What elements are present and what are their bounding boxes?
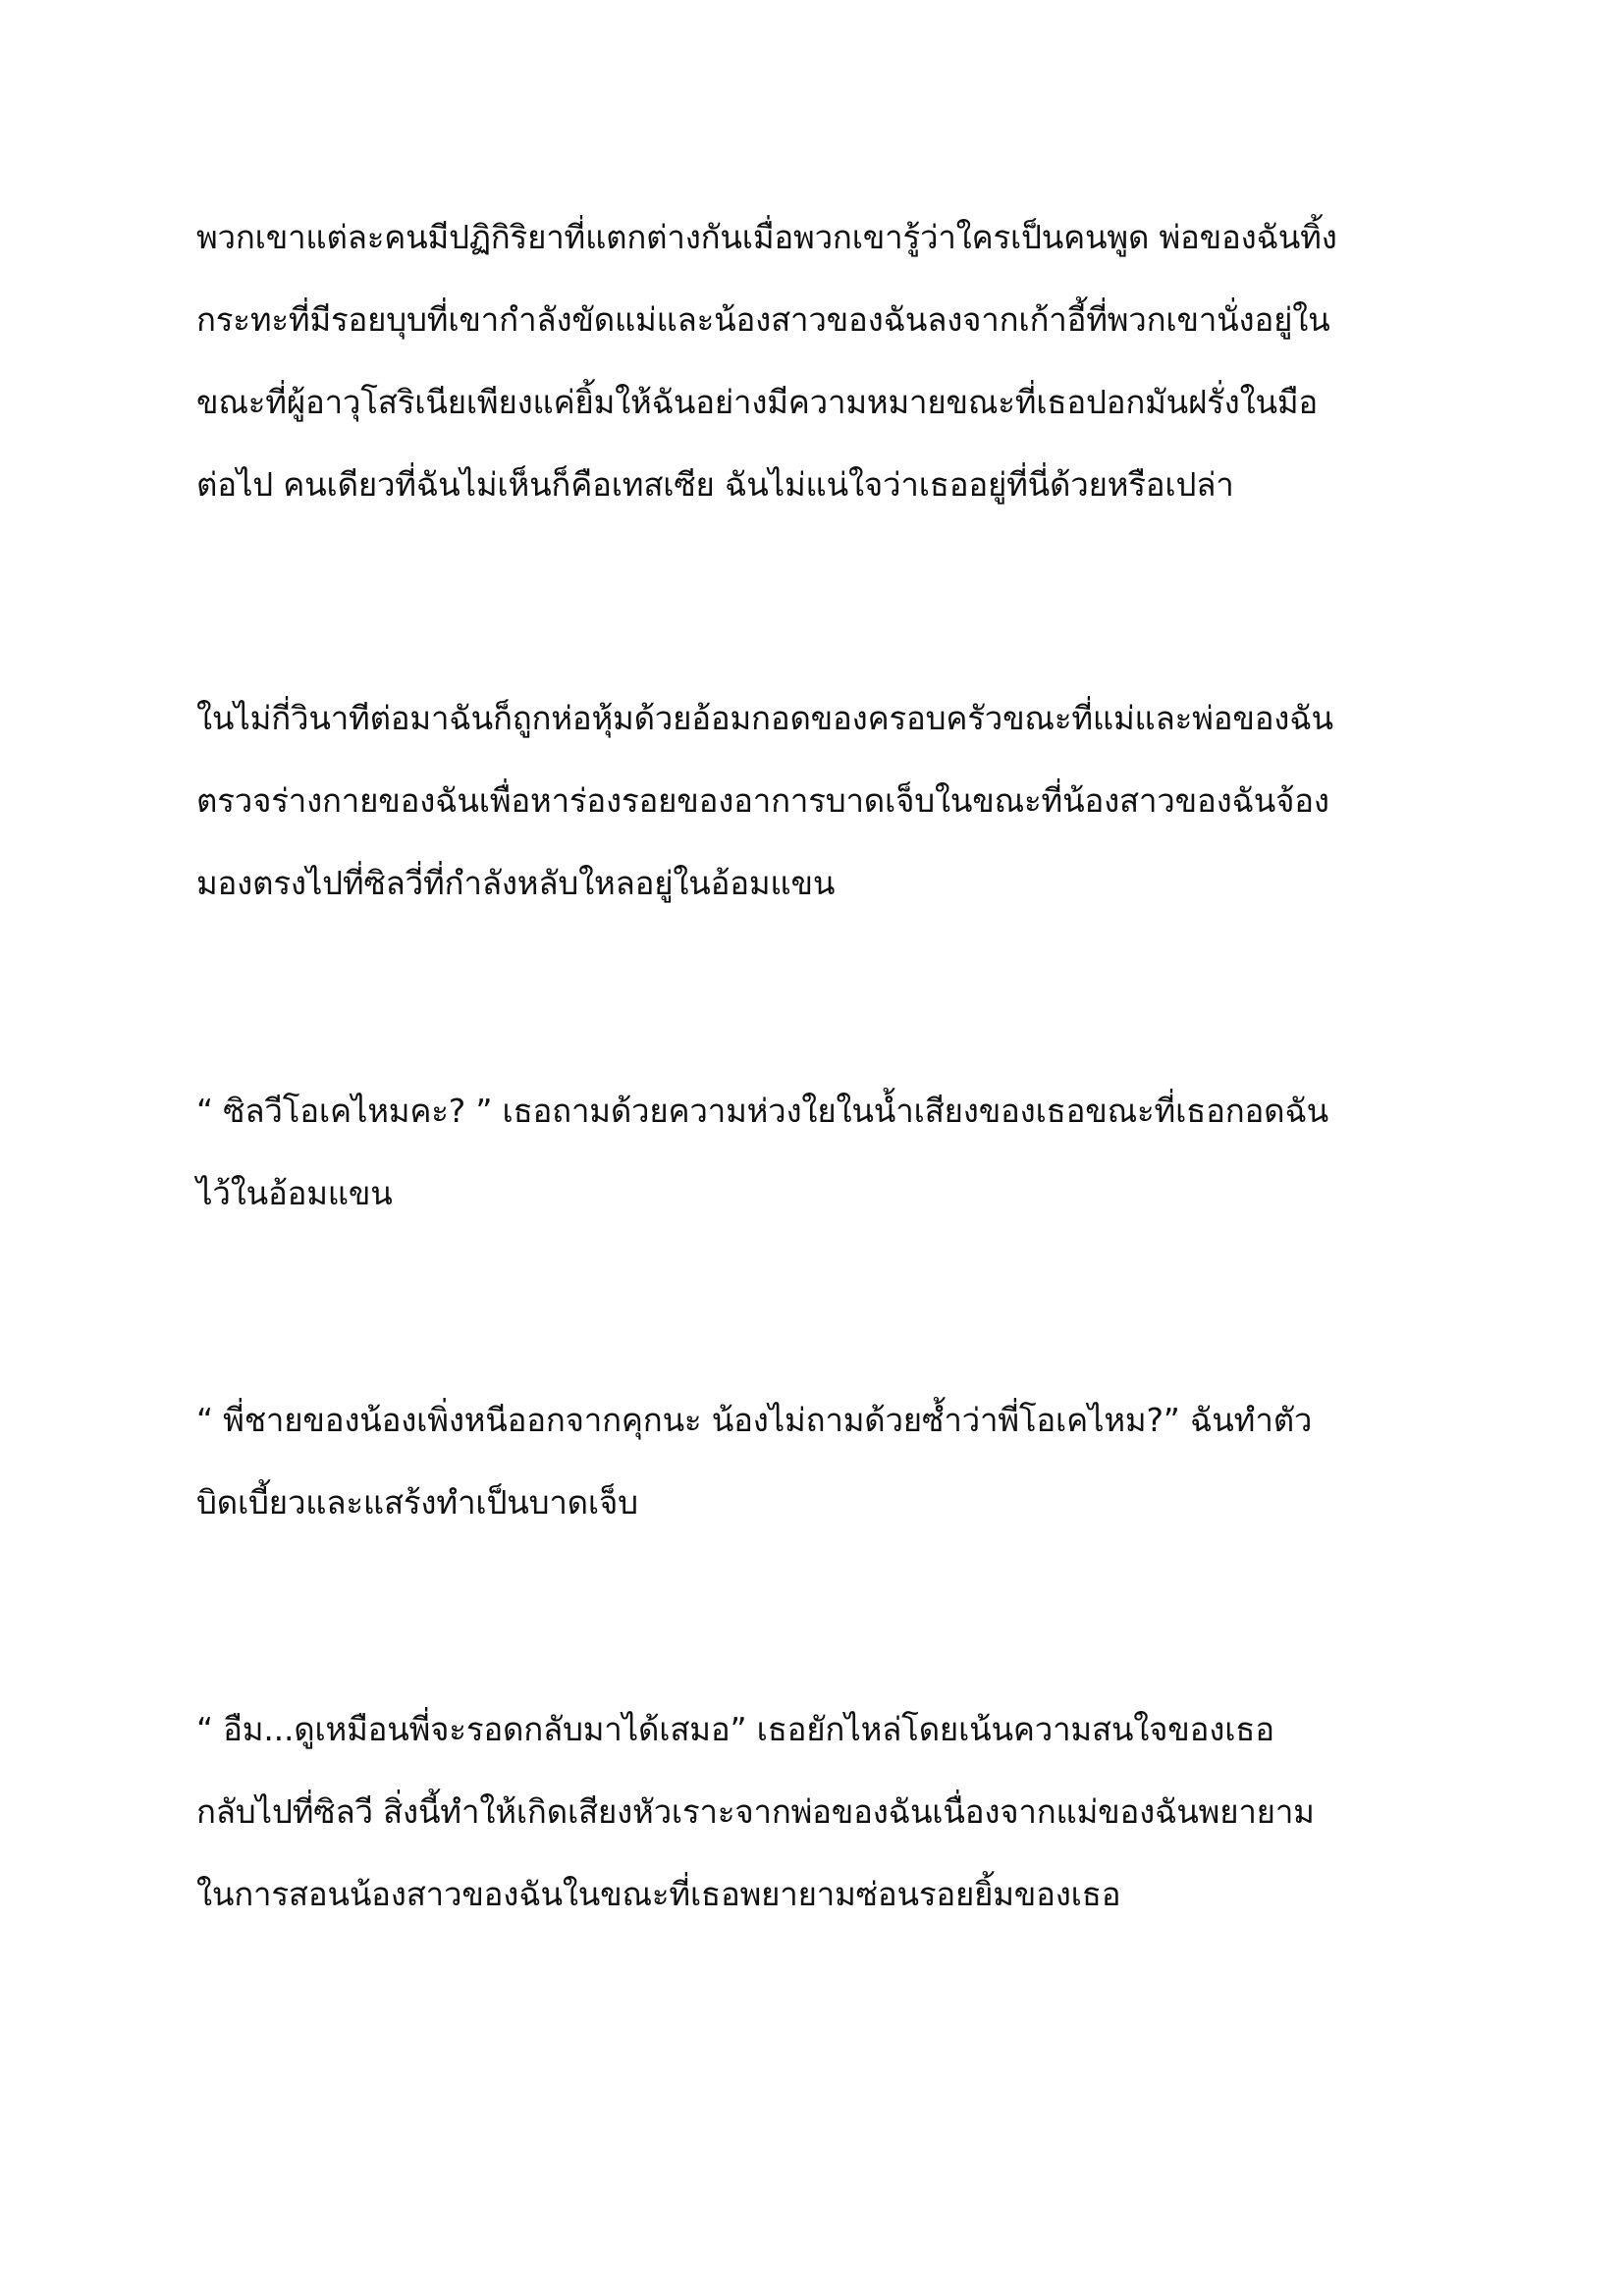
paragraph-1-line-3: ขณะที่ผู้อาวุโสริเนียเพียงแค่ยิ้มให้ฉันอย่างมีความหมายขณะที่เธอปอกมันฝรั่งในมือ xyxy=(196,383,1319,421)
paragraph-3-line-2: ไว้ในอ้อมแขน xyxy=(196,1174,393,1212)
paragraph-2-line-2: ตรวจร่างกายของฉันเพื่อหาร่องรอยของอาการบาดเจ็บในขณะที่น้องสาวของฉันจ้อง xyxy=(196,781,1329,820)
paragraph-3 xyxy=(196,1070,1443,1235)
paragraph-2-line-1: ในไม่กี่วินาทีต่อมาฉันก็ถูกห่อหุ้มด้วยอ้อมกอดของครอบครัวขณะที่แม่และพ่อของฉัน xyxy=(196,699,1333,737)
paragraph-5 xyxy=(196,1688,1443,1936)
paragraph-1-line-2: กระทะที่มีรอยบุบที่เขากำลังขัดแม่และน้องสาวของฉันลงจากเก้าอี้ที่พวกเขานั่งอยู่ใน xyxy=(196,300,1330,339)
paragraph-3-line-1: “ ซิลวีโอเคไหมคะ? ” เธอถามด้วยความห่วงใยในน้ำเสียงของเธอขณะที่เธอกอดฉัน xyxy=(196,1092,1328,1130)
paragraph-5-line-3: ในการสอนน้องสาวของฉันในขณะที่เธอพยายามซ่อนรอยยิ้มของเธอ xyxy=(196,1875,1121,1913)
paragraph-4 xyxy=(196,1379,1443,1544)
paragraph-1-line-4: ต่อไป คนเดียวที่ฉันไม่เห็นก็คือเทสเซีย ฉันไม่แน่ใจว่าเธออยู่ที่นี่ด้วยหรือเปล่า xyxy=(196,465,1234,504)
paragraph-4-line-2: บิดเบี้ยวและแสร้งทำเป็นบาดเจ็บ xyxy=(196,1483,638,1522)
paragraph-2-line-3: มองตรงไปที่ซิลวี่ที่กำลังหลับใหลอยู่ในอ้อมแขน xyxy=(196,864,836,902)
paragraph-1-line-1: พวกเขาแต่ละคนมีปฏิกิริยาที่แตกต่างกันเมื่อพวกเขารู้ว่าใครเป็นคนพูด พ่อของฉันทิ้ง xyxy=(196,218,1337,256)
paragraph-5-line-1: “ อืม...ดูเหมือนพี่จะรอดกลับมาได้เสมอ” เธอยักไหล่โดยเน้นความสนใจของเธอ xyxy=(196,1710,1274,1748)
paragraph-4-line-1: “ พี่ชายของน้องเพิ่งหนีออกจากคุกนะ น้องไม่ถามด้วยซ้ำว่าพี่โอเคไหม?” ฉันทำตัว xyxy=(196,1401,1313,1439)
paragraph-5-line-2: กลับไปที่ซิลวี สิ่งนี้ทำให้เกิดเสียงหัวเราะจากพ่อของฉันเนื่องจากแม่ของฉันพยายาม xyxy=(196,1792,1315,1831)
paragraph-2 xyxy=(196,677,1443,925)
paragraph-1 xyxy=(196,196,1443,526)
